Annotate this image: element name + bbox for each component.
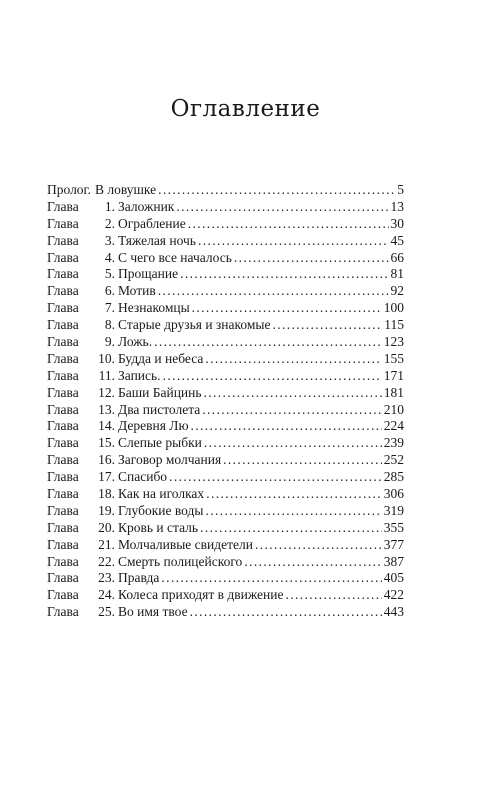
entry-number: 6. xyxy=(104,283,115,299)
dot-leader xyxy=(206,486,382,503)
entry-title: Старые друзья и знакомые xyxy=(118,317,271,333)
entry-title: Заложник xyxy=(118,198,175,214)
entry-number: 7. xyxy=(104,300,115,316)
toc-entry xyxy=(47,402,404,419)
entry-label: Глава xyxy=(47,570,79,586)
entry-number: 4. xyxy=(104,249,115,265)
entry-label: Глава xyxy=(47,604,79,620)
entry-label: Глава xyxy=(47,384,79,400)
dot-leader xyxy=(202,402,381,419)
entry-title: Прощание xyxy=(118,266,179,282)
dot-leader xyxy=(180,266,388,283)
entry-page-number: 13 xyxy=(390,198,404,214)
entry-number: 2. xyxy=(104,215,115,231)
dot-leader xyxy=(190,604,382,621)
entry-title: В ловушке xyxy=(94,182,157,197)
entry-label: Глава xyxy=(47,334,79,350)
entry-number: 5. xyxy=(104,266,115,282)
dot-leader xyxy=(244,554,381,571)
entry-page-number: 5 xyxy=(397,182,404,197)
entry-label: Глава xyxy=(47,536,79,552)
entry-title: Кровь и сталь xyxy=(118,519,199,535)
dot-leader xyxy=(204,385,382,402)
toc-entry xyxy=(47,283,404,300)
entry-page-number: 422 xyxy=(383,587,404,603)
entry-label: Глава xyxy=(47,232,79,248)
toc-entry xyxy=(47,418,404,435)
toc-entry xyxy=(47,351,404,368)
entry-label: Пролог. xyxy=(47,182,91,197)
entry-title: Спасибо xyxy=(118,469,168,485)
entry-label: Глава xyxy=(47,587,79,603)
entry-page-number: 387 xyxy=(383,553,404,569)
toc-entry xyxy=(47,182,404,199)
entry-number: 24. xyxy=(98,587,115,603)
entry-title: Заговор молчания xyxy=(118,452,222,468)
toc-entry xyxy=(47,604,404,621)
entry-title: Смерть полицейского xyxy=(118,553,243,569)
toc-entry xyxy=(47,385,404,402)
entry-page-number: 181 xyxy=(383,384,404,400)
entry-page-number: 224 xyxy=(383,418,404,434)
entry-number: 23. xyxy=(98,570,115,586)
entry-title: Ложь. xyxy=(118,334,153,350)
toc-entry xyxy=(47,537,404,554)
dot-leader xyxy=(158,283,389,300)
entry-title: Во имя твое xyxy=(118,604,188,620)
toc-entry xyxy=(47,250,404,267)
entry-number: 21. xyxy=(98,536,115,552)
entry-title: Деревня Лю xyxy=(118,418,189,434)
entry-page-number: 306 xyxy=(383,486,404,502)
page-title: Оглавление xyxy=(170,96,321,122)
entry-title: Тяжелая ночь xyxy=(118,232,196,248)
entry-page-number: 377 xyxy=(383,536,404,552)
toc-entry xyxy=(47,199,404,216)
entry-page-number: 45 xyxy=(390,232,404,248)
entry-number: 16. xyxy=(98,452,115,468)
table-of-contents xyxy=(47,182,404,621)
entry-number: 10. xyxy=(98,350,115,366)
entry-number: 18. xyxy=(98,486,115,502)
entry-title: Баши Байцинь xyxy=(118,384,202,400)
dot-leader xyxy=(285,587,381,604)
entry-page-number: 81 xyxy=(390,266,404,282)
toc-entry xyxy=(47,469,404,486)
entry-label: Глава xyxy=(47,300,79,316)
entry-page-number: 285 xyxy=(383,469,404,485)
dot-leader xyxy=(154,334,382,351)
dot-leader xyxy=(223,452,382,469)
toc-entry xyxy=(47,368,404,385)
toc-entry xyxy=(47,233,404,250)
toc-entry xyxy=(47,334,404,351)
entry-page-number: 92 xyxy=(390,283,404,299)
dot-leader xyxy=(272,317,382,334)
entry-label: Глава xyxy=(47,519,79,535)
entry-page-number: 443 xyxy=(383,604,404,620)
entry-page-number: 115 xyxy=(384,317,404,333)
dot-leader xyxy=(169,469,382,486)
entry-title: Глубокие воды xyxy=(118,502,204,518)
toc-entry xyxy=(47,486,404,503)
entry-page-number: 319 xyxy=(383,502,404,518)
entry-page-number: 30 xyxy=(390,215,404,231)
entry-number: 11. xyxy=(98,367,115,383)
entry-label: Глава xyxy=(47,283,79,299)
entry-number: 20. xyxy=(98,519,115,535)
dot-leader xyxy=(161,570,381,587)
dot-leader xyxy=(255,537,382,554)
entry-page-number: 239 xyxy=(383,435,404,451)
entry-page-number: 355 xyxy=(383,519,404,535)
entry-label: Глава xyxy=(47,418,79,434)
entry-page-number: 66 xyxy=(390,249,404,265)
entry-title: Слепые рыбки xyxy=(118,435,202,451)
toc-entry xyxy=(47,317,404,334)
entry-label: Глава xyxy=(47,317,79,333)
entry-title: Мотив xyxy=(118,283,156,299)
entry-page-number: 405 xyxy=(383,570,404,586)
entry-label: Глава xyxy=(47,435,79,451)
dot-leader xyxy=(176,199,388,216)
entry-page-number: 155 xyxy=(383,350,404,366)
toc-entry xyxy=(47,520,404,537)
dot-leader xyxy=(234,250,389,267)
entry-page-number: 100 xyxy=(383,300,404,316)
entry-title: Колеса приходят в движение xyxy=(118,587,284,603)
entry-label: Глава xyxy=(47,452,79,468)
dot-leader xyxy=(204,435,382,452)
entry-number: 14. xyxy=(98,418,115,434)
entry-number: 22. xyxy=(98,553,115,569)
toc-entry xyxy=(47,452,404,469)
toc-entry xyxy=(47,503,404,520)
toc-entry xyxy=(47,216,404,233)
dot-leader xyxy=(192,300,382,317)
entry-title: С чего все началось xyxy=(118,249,232,265)
toc-entry xyxy=(47,587,404,604)
toc-entry xyxy=(47,300,404,317)
entry-page-number: 210 xyxy=(383,401,404,417)
entry-number: 15. xyxy=(98,435,115,451)
toc-entry xyxy=(47,570,404,587)
entry-number: 25. xyxy=(98,604,115,620)
entry-label: Глава xyxy=(47,266,79,282)
entry-number: 1. xyxy=(104,198,115,214)
entry-number: 8. xyxy=(104,317,115,333)
entry-number: 12. xyxy=(98,384,115,400)
entry-title: Два пистолета xyxy=(118,401,201,417)
dot-leader xyxy=(198,233,389,250)
dot-leader xyxy=(191,418,382,435)
entry-label: Глава xyxy=(47,502,79,518)
entry-title: Будда и небеса xyxy=(118,350,204,366)
entry-number: 19. xyxy=(98,502,115,518)
dot-leader xyxy=(205,351,381,368)
entry-label: Глава xyxy=(47,367,79,383)
entry-title: Незнакомцы xyxy=(118,300,190,316)
entry-label: Глава xyxy=(47,401,79,417)
dot-leader xyxy=(163,368,382,385)
entry-label: Глава xyxy=(47,486,79,502)
entry-title: Запись. xyxy=(118,367,161,383)
toc-entry xyxy=(47,435,404,452)
entry-label: Глава xyxy=(47,215,79,231)
entry-number: 3. xyxy=(104,232,115,248)
entry-label: Глава xyxy=(47,469,79,485)
entry-number: 9. xyxy=(104,334,115,350)
entry-page-number: 123 xyxy=(383,334,404,350)
entry-number: 13. xyxy=(98,401,115,417)
entry-title: Правда xyxy=(118,570,160,586)
entry-title: Молчаливые свидетели xyxy=(118,536,253,552)
entry-label: Глава xyxy=(47,553,79,569)
toc-entry xyxy=(47,266,404,283)
dot-leader xyxy=(205,503,381,520)
entry-number: 17. xyxy=(98,469,115,485)
entry-label: Глава xyxy=(47,249,79,265)
dot-leader xyxy=(158,182,395,199)
entry-page-number: 171 xyxy=(383,367,404,383)
entry-title: Как на иголках xyxy=(118,486,205,502)
dot-leader xyxy=(188,216,389,233)
entry-title: Ограбление xyxy=(118,215,186,231)
dot-leader xyxy=(200,520,382,537)
entry-label: Глава xyxy=(47,350,79,366)
toc-entry xyxy=(47,554,404,571)
entry-page-number: 252 xyxy=(383,452,404,468)
entry-label: Глава xyxy=(47,198,79,214)
